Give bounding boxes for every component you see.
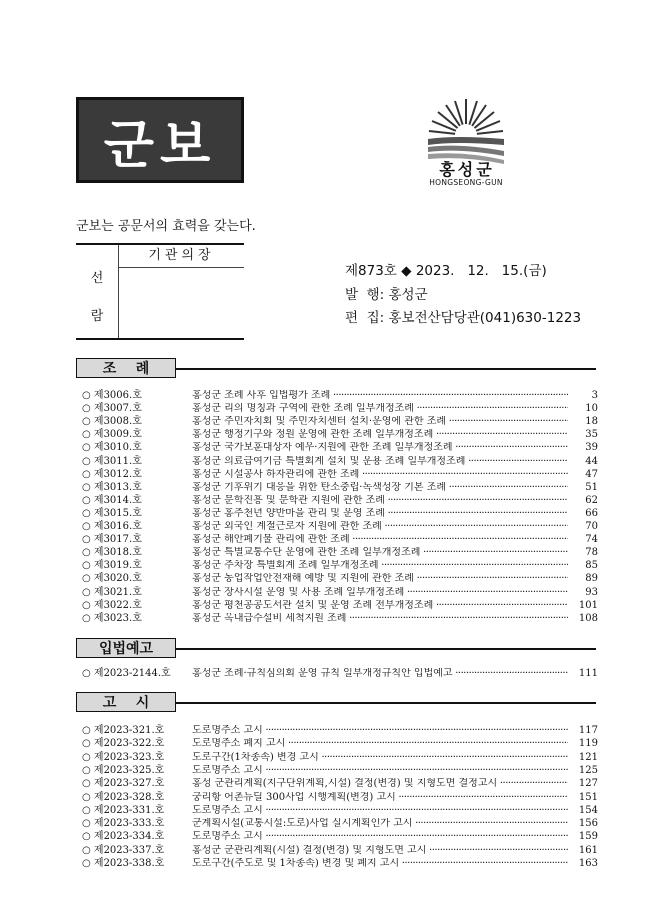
toc-title: 도로구간(주도로 및 1차종속) 변경 및 폐지 고시 ····· xyxy=(192,858,582,870)
toc-row xyxy=(82,613,598,625)
toc-title: 홍성군 국가보훈대상자 예우·지원에 관한 조례 일부개정조례 ····· xyxy=(192,442,582,454)
toc-issue-number: ○ 제2023-2144.호 xyxy=(82,668,171,679)
toc-title: 도로명주소 고시 ····· xyxy=(192,831,582,843)
tagline: 군보는 공문서의 효력을 갖는다. xyxy=(76,219,256,234)
toc-title: 군계획시설(교통시설:도로)사업 실시계획인가 고시 ····· xyxy=(192,818,582,830)
toc-row xyxy=(82,573,598,585)
toc-page-number: 3 xyxy=(568,390,598,402)
toc-page-number: 156 xyxy=(568,818,598,830)
toc-title: 홍성군 조례 사후 입법평가 조례 ····· xyxy=(192,390,582,402)
gazette-title-box xyxy=(76,97,244,183)
toc-title: 홍성군 주차장 특별회계 조례 일부개정조례 ····· xyxy=(192,560,582,572)
toc-issue-number: ○ 제3013.호 xyxy=(82,481,142,493)
toc-issue-number: ○ 제3015.호 xyxy=(82,507,142,519)
toc-issue-number: ○ 제2023-327.호 xyxy=(82,778,165,790)
editor-line: 편 집: 홍보전산담당관(041)630-1223 xyxy=(345,310,582,326)
section-heading-legislation: 입법예고 xyxy=(76,638,176,658)
toc-title: 도로명주소 고시 ····· xyxy=(192,725,582,737)
toc-title: 도로명주소 고시 ····· xyxy=(192,765,582,777)
toc-issue-number: ○ 제3020.호 xyxy=(82,573,142,585)
section-heading-ordinance: 조 례 xyxy=(76,358,176,378)
toc-page-number: 47 xyxy=(568,469,598,481)
toc-page-number: 78 xyxy=(568,547,598,559)
toc-page-number: 70 xyxy=(568,521,598,533)
toc-issue-number: ○ 제3014.호 xyxy=(82,494,142,506)
toc-page-number: 119 xyxy=(568,738,598,750)
toc-title: 홍성군 시설공사 하자관리에 관한 조례 ····· xyxy=(192,469,582,481)
logo-name: 홍성군 xyxy=(439,160,495,179)
toc-issue-number: ○ 제2023-321.호 xyxy=(82,725,165,736)
section-heading-notice: 고 시 xyxy=(76,692,176,712)
toc-row xyxy=(82,442,598,454)
toc-page-number: 108 xyxy=(568,613,598,625)
toc-issue-number: ○ 제3010.호 xyxy=(82,442,142,454)
toc-row xyxy=(82,547,598,559)
toc-issue-number: ○ 제3008.호 xyxy=(82,416,142,428)
toc-page-number: 44 xyxy=(568,456,598,468)
toc-issue-number: ○ 제3012.호 xyxy=(82,468,142,480)
toc-page-number: 151 xyxy=(568,792,598,804)
toc-page-number: 111 xyxy=(568,668,598,680)
toc-row xyxy=(82,390,598,402)
toc-row xyxy=(82,752,598,764)
toc-title: 홍성군 리의 명칭과 구역에 관한 조례 일부개정조례 ····· xyxy=(192,403,582,415)
toc-page-number: 121 xyxy=(568,752,598,764)
toc-title: 홍성군 농업작업안전재해 예방 및 지원에 관한 조례 ····· xyxy=(192,573,582,585)
toc-row xyxy=(82,587,598,599)
toc-issue-number: ○ 제3007.호 xyxy=(82,403,142,415)
toc-issue-number: ○ 제2023-323.호 xyxy=(82,751,165,763)
toc-page-number: 51 xyxy=(568,482,598,494)
gazette-title: 군보 xyxy=(103,115,217,176)
toc-issue-number: ○ 제2023-334.호 xyxy=(82,831,165,843)
circulation-header: 기관의장 xyxy=(119,245,244,268)
toc-page-number: 125 xyxy=(568,765,598,777)
toc-page-number: 66 xyxy=(568,508,598,520)
toc-page-number: 39 xyxy=(568,442,598,454)
toc-row xyxy=(82,858,598,870)
toc-title: 홍성군 문학진흥 및 문학관 지원에 관한 조례 ····· xyxy=(192,495,582,507)
logo-english-name: HONGSEONG-GUN xyxy=(429,178,503,187)
toc-title: 홍성군 특별교통수단 운영에 관한 조례 일부개정조례 ····· xyxy=(192,547,582,559)
toc-title: 도로명주소 고시 ····· xyxy=(192,805,582,817)
toc-page-number: 161 xyxy=(568,845,598,857)
toc-issue-number: ○ 제3016.호 xyxy=(82,521,142,532)
toc-page-number: 10 xyxy=(568,403,598,415)
toc-title: 홍성군 외국인 계절근로자 지원에 관한 조례 ····· xyxy=(192,521,582,533)
toc-title: 홍성군 조례·규칙심의회 운영 규칙 일부개정규칙안 입법예고 ····· xyxy=(192,668,582,680)
toc-issue-number: ○ 제2023-328.호 xyxy=(82,791,165,803)
toc-title: 홍성군 기후위기 대응을 위한 탄소중립·녹색성장 기본 조례 ····· xyxy=(192,482,582,494)
toc-row xyxy=(82,495,598,507)
toc-issue-number: ○ 제2023-337.호 xyxy=(82,844,165,856)
toc-title: 홍성군 옥내급수설비 세척지원 조례 ····· xyxy=(192,613,582,625)
toc-page-number: 117 xyxy=(568,725,598,737)
toc-row xyxy=(82,521,598,533)
toc-page-number: 62 xyxy=(568,495,598,507)
toc-title: 홍성군 의료급여기금 특별회계 설치 및 운용 조례 일부개정조례 ····· xyxy=(192,456,582,468)
toc-title: 홍성군 평천공공도서관 설치 및 운영 조례 전부개정조례 ····· xyxy=(192,600,582,612)
toc-page-number: 89 xyxy=(568,573,598,585)
toc-page-number: 127 xyxy=(568,778,598,790)
toc-issue-number: ○ 제3019.호 xyxy=(82,560,142,572)
toc-page-number: 159 xyxy=(568,831,598,843)
toc-title: 홍성군 행정기구와 정원 운영에 관한 조례 일부개정조례 ····· xyxy=(192,429,582,441)
toc-issue-number: ○ 제3011.호 xyxy=(82,455,142,467)
toc-row xyxy=(82,778,598,790)
toc-page-number: 154 xyxy=(568,805,598,817)
toc-issue-number: ○ 제3009.호 xyxy=(82,429,142,441)
toc-title: 홍성 군관리계획(지구단위계획,시설) 결정(변경) 및 지형도면 결정고시 ····· xyxy=(192,778,582,790)
toc-issue-number: ○ 제3023.호 xyxy=(82,612,142,624)
circulation-label-top: 선 xyxy=(90,271,104,286)
toc-title: 도로명주소 폐지 고시 ····· xyxy=(192,738,582,750)
toc-row xyxy=(82,831,598,843)
toc-page-number: 35 xyxy=(568,429,598,441)
toc-row xyxy=(82,792,598,804)
toc-title: 도로구간(1차종속) 변경 고시 ····· xyxy=(192,752,582,764)
toc-title: 궁리항 어촌뉴딜 300사업 시행계획(변경) 고시 ····· xyxy=(192,792,582,804)
toc-title: 홍성군 군관리계획(시설) 결정(변경) 및 지형도면 고시 ····· xyxy=(192,845,582,857)
toc-page-number: 101 xyxy=(568,600,598,612)
toc-row xyxy=(82,668,598,680)
toc-page-number: 85 xyxy=(568,560,598,572)
circulation-box xyxy=(76,243,244,340)
toc-row xyxy=(82,534,598,546)
toc-row xyxy=(82,818,598,830)
toc-issue-number: ○ 제2023-338.호 xyxy=(82,858,165,869)
toc-title: 홍성군 장사시설 운영 및 사용 조례 일부개정조례 ····· xyxy=(192,587,582,599)
toc-row xyxy=(82,416,598,428)
toc-row xyxy=(82,456,598,468)
toc-page-number: 163 xyxy=(568,858,598,870)
toc-title: 홍성군 해안폐기물 관리에 관한 조례 ····· xyxy=(192,534,582,546)
toc-issue-number: ○ 제2023-331.호 xyxy=(82,804,165,816)
toc-page-number: 93 xyxy=(568,587,598,599)
toc-issue-number: ○ 제3022.호 xyxy=(82,599,142,611)
toc-row xyxy=(82,600,598,612)
issue-line: 제873호 ◆ 2023. 12. 15.(금) xyxy=(345,263,547,279)
toc-page-number: 18 xyxy=(568,416,598,428)
toc-issue-number: ○ 제3021.호 xyxy=(82,586,142,598)
toc-row xyxy=(82,403,598,415)
toc-row xyxy=(82,845,598,857)
toc-issue-number: ○ 제3006.호 xyxy=(82,390,142,401)
toc-issue-number: ○ 제2023-322.호 xyxy=(82,738,165,750)
toc-row xyxy=(82,738,598,750)
toc-row xyxy=(82,508,598,520)
toc-row xyxy=(82,725,598,737)
toc-row xyxy=(82,560,598,572)
toc-row xyxy=(82,469,598,481)
circulation-label xyxy=(76,245,119,338)
toc-title: 홍성군 홍주천년 양반마을 관리 및 운영 조례 ····· xyxy=(192,508,582,520)
toc-issue-number: ○ 제2023-325.호 xyxy=(82,764,165,776)
toc-row xyxy=(82,765,598,777)
toc-issue-number: ○ 제3017.호 xyxy=(82,534,142,546)
toc-title: 홍성군 주민자치회 및 주민자치센터 설치·운영에 관한 조례 ····· xyxy=(192,416,582,428)
toc-row xyxy=(82,482,598,494)
toc-issue-number: ○ 제3018.호 xyxy=(82,547,142,559)
toc-page-number: 74 xyxy=(568,534,598,546)
toc-row xyxy=(82,805,598,817)
toc-row xyxy=(82,429,598,441)
publisher-line: 발 행: 홍성군 xyxy=(345,287,428,303)
circulation-label-bottom: 람 xyxy=(90,309,104,324)
toc-issue-number: ○ 제2023-333.호 xyxy=(82,818,165,830)
